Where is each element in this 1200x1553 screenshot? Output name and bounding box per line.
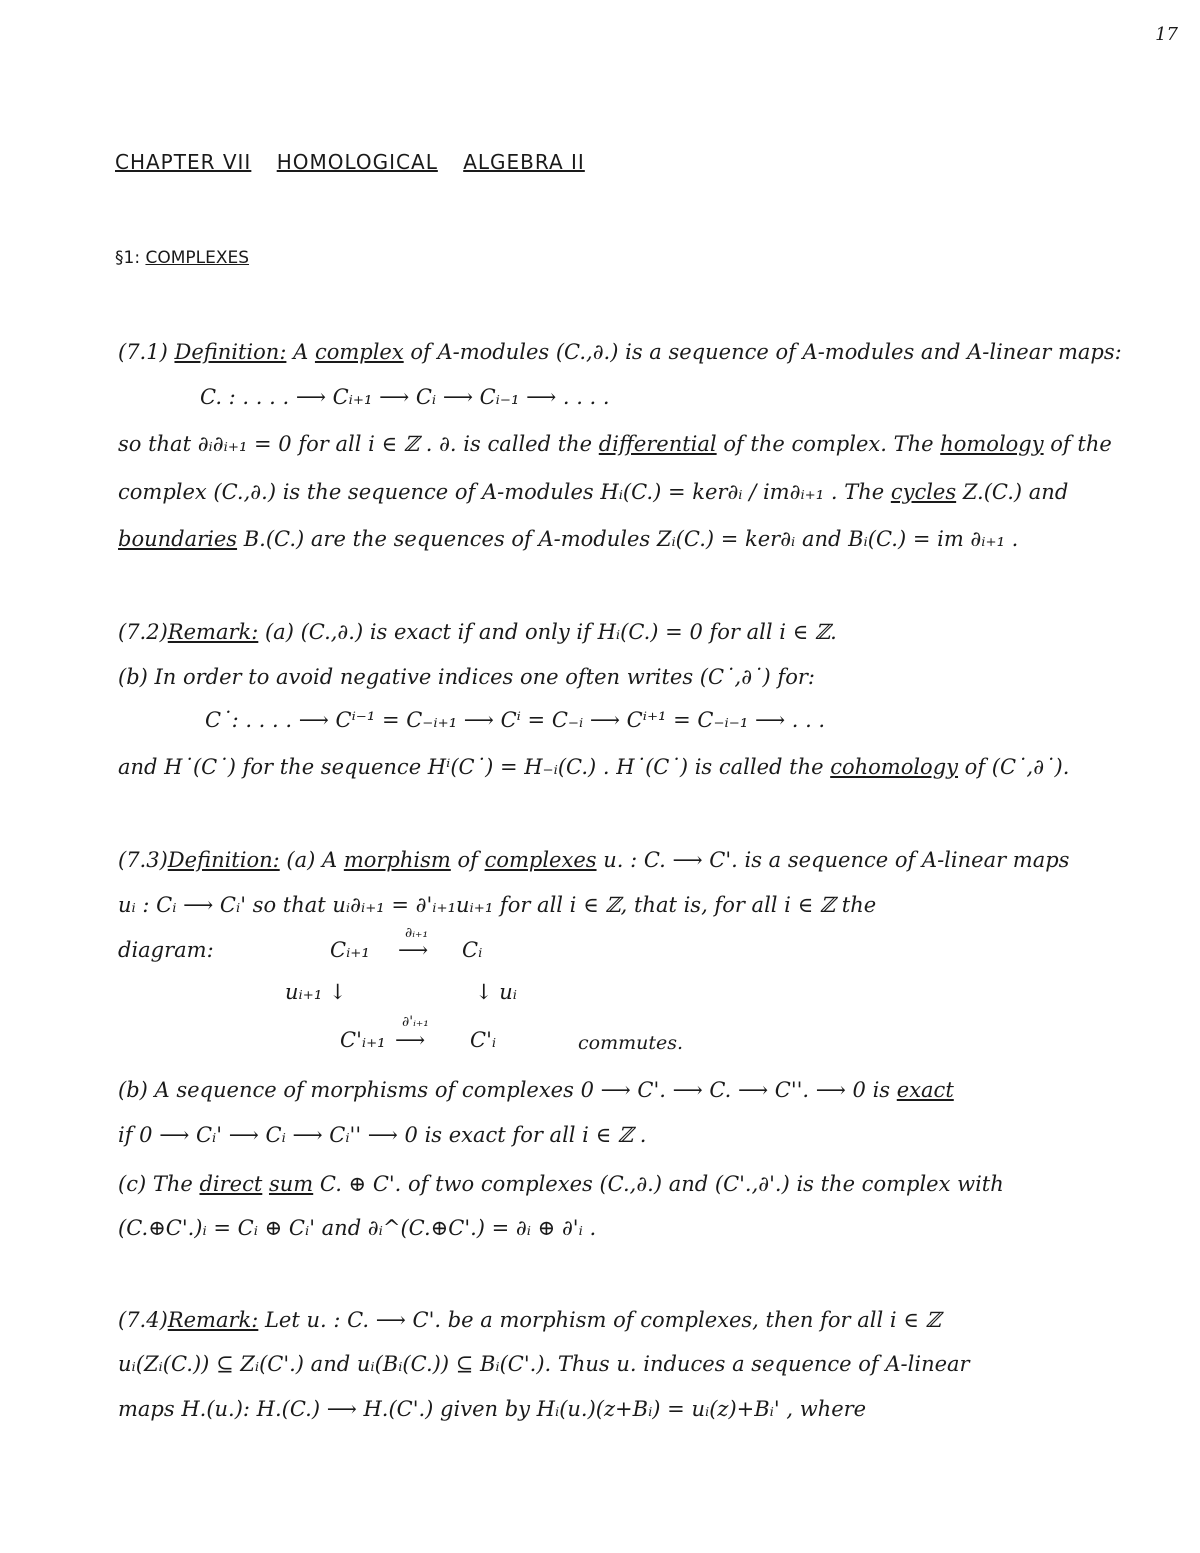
diagram-commutes: commutes. — [578, 1032, 684, 1054]
rem72-label: (7.2) — [118, 620, 168, 644]
term-homology: homology — [940, 432, 1044, 456]
chapter-heading — [115, 150, 603, 174]
section-mark: §1: — [115, 248, 141, 268]
text: of (C˙,∂˙). — [958, 755, 1070, 779]
text: (a) A — [279, 848, 344, 872]
text: complex (C.,∂.) is the sequence of A-modules Hᵢ(C.) = ker∂ᵢ / im∂ᵢ₊₁ . The — [118, 480, 891, 504]
rem74-term: Remark: — [167, 1308, 259, 1332]
def71-line1 — [118, 340, 1122, 364]
text: so that ∂ᵢ∂ᵢ₊₁ = 0 for all i ∈ ℤ . ∂. is called the — [118, 432, 599, 456]
rem74-label: (7.4) — [118, 1308, 168, 1332]
def71-sequence: C. : . . . . ⟶ Cᵢ₊₁ ⟶ Cᵢ ⟶ Cᵢ₋₁ ⟶ . . . . — [200, 385, 610, 409]
text: u. : C. ⟶ C'. is a sequence of A-linear maps — [596, 848, 1070, 872]
rem72-line4 — [118, 755, 1069, 779]
text: of — [450, 848, 485, 872]
def73-label: (7.3) — [118, 848, 168, 872]
def71-label: (7.1) — [118, 340, 168, 364]
section-heading — [115, 248, 249, 268]
def71-term: Definition: — [174, 340, 287, 364]
rem74-line2: uᵢ(Zᵢ(C.)) ⊆ Zᵢ(C'.) and uᵢ(Bᵢ(C.)) ⊆ Bᵢ(C'.). Thus u. induces a sequence of A-linear — [118, 1352, 970, 1376]
def73-line4 — [118, 1078, 954, 1102]
text: C. ⊕ C'. of two complexes (C.,∂.) and (C'.,∂'.) is the complex with — [313, 1172, 1004, 1196]
text: (b) A sequence of morphisms of complexes 0 ⟶ C'. ⟶ C. ⟶ C''. ⟶ 0 is — [118, 1078, 897, 1102]
rem74-line1 — [118, 1308, 941, 1332]
def73-line1 — [118, 848, 1069, 872]
def73-term: Definition: — [167, 848, 280, 872]
def73-line3: diagram: — [118, 938, 214, 962]
term-complex: complex — [314, 340, 404, 364]
diagram-top-left: Cᵢ₊₁ — [330, 938, 370, 962]
diagram-top-label: ∂ᵢ₊₁ — [405, 925, 429, 941]
diagram-right-vertical: ↓ uᵢ — [475, 980, 518, 1004]
chapter-part2: ALGEBRA II — [463, 150, 585, 174]
text: (c) The — [118, 1172, 200, 1196]
def73-line6 — [118, 1172, 1004, 1196]
rem72-sequence: C˙: . . . . ⟶ Cⁱ⁻¹ = C₋ᵢ₊₁ ⟶ Cⁱ = C₋ᵢ ⟶ Cⁱ⁺¹ = C₋ᵢ₋₁ ⟶ . . . — [205, 708, 826, 732]
text: Z.(C.) and — [956, 480, 1069, 504]
def71-line4 — [118, 480, 1068, 504]
diagram-top-right: Cᵢ — [462, 938, 483, 962]
term-direct: direct — [199, 1172, 263, 1196]
text: Let u. : C. ⟶ C'. be a morphism of complexes, then for all i ∈ ℤ — [258, 1308, 941, 1332]
term-sum: sum — [268, 1172, 314, 1196]
rem72-term: Remark: — [167, 620, 259, 644]
term-cycles: cycles — [890, 480, 957, 504]
section-title: COMPLEXES — [145, 248, 250, 268]
term-boundaries: boundaries — [118, 527, 238, 551]
rem74-line3: maps H.(u.): H.(C.) ⟶ H.(C'.) given by Hᵢ(u.)(z+Bᵢ) = uᵢ(z)+Bᵢ' , where — [118, 1397, 867, 1421]
term-exact: exact — [896, 1078, 954, 1102]
def73-line5: if 0 ⟶ Cᵢ' ⟶ Cᵢ ⟶ Cᵢ'' ⟶ 0 is exact for all i ∈ ℤ . — [118, 1123, 647, 1147]
def71-line3 — [118, 432, 1112, 456]
term-cohomology: cohomology — [830, 755, 958, 779]
term-complexes: complexes — [484, 848, 597, 872]
text: of A-modules (C.,∂.) is a sequence of A-modules and A-linear maps: — [403, 340, 1122, 364]
def73-line7: (C.⊕C'.)ᵢ = Cᵢ ⊕ Cᵢ' and ∂ᵢ^(C.⊕C'.) = ∂ᵢ ⊕ ∂'ᵢ . — [118, 1216, 597, 1240]
def71-line5 — [118, 527, 1018, 551]
diagram-bottom-arrow: ⟶ — [395, 1028, 426, 1052]
chapter-part1: HOMOLOGICAL — [276, 150, 438, 174]
rem72-line2: (b) In order to avoid negative indices one often writes (C˙,∂˙) for: — [118, 665, 815, 689]
rem72-line1 — [118, 620, 837, 644]
chapter-title: CHAPTER VII — [115, 150, 252, 174]
def73-line2: uᵢ : Cᵢ ⟶ Cᵢ' so that uᵢ∂ᵢ₊₁ = ∂'ᵢ₊₁uᵢ₊₁ for all i ∈ ℤ, that is, for all i ∈ ℤ the — [118, 893, 877, 917]
text: B.(C.) are the sequences of A-modules Zᵢ(C.) = ker∂ᵢ and Bᵢ(C.) = im ∂ᵢ₊₁ . — [237, 527, 1019, 551]
diagram-top-arrow: ⟶ — [398, 938, 429, 962]
text: of the complex. The — [716, 432, 941, 456]
text: of the — [1043, 432, 1112, 456]
text: (a) (C.,∂.) is exact if and only if Hᵢ(C.) = 0 for all i ∈ ℤ. — [258, 620, 837, 644]
term-differential: differential — [598, 432, 717, 456]
page-number: 17 — [1155, 24, 1178, 45]
text: A — [286, 340, 315, 364]
text: and H˙(C˙) for the sequence Hⁱ(C˙) = H₋ᵢ(C.) . H˙(C˙) is called the — [118, 755, 831, 779]
diagram-left-vertical: uᵢ₊₁ ↓ — [285, 980, 347, 1004]
diagram-bottom-right: C'ᵢ — [470, 1028, 497, 1052]
term-morphism: morphism — [343, 848, 451, 872]
diagram-bottom-label: ∂'ᵢ₊₁ — [402, 1014, 429, 1030]
diagram-bottom-left: C'ᵢ₊₁ — [340, 1028, 386, 1052]
